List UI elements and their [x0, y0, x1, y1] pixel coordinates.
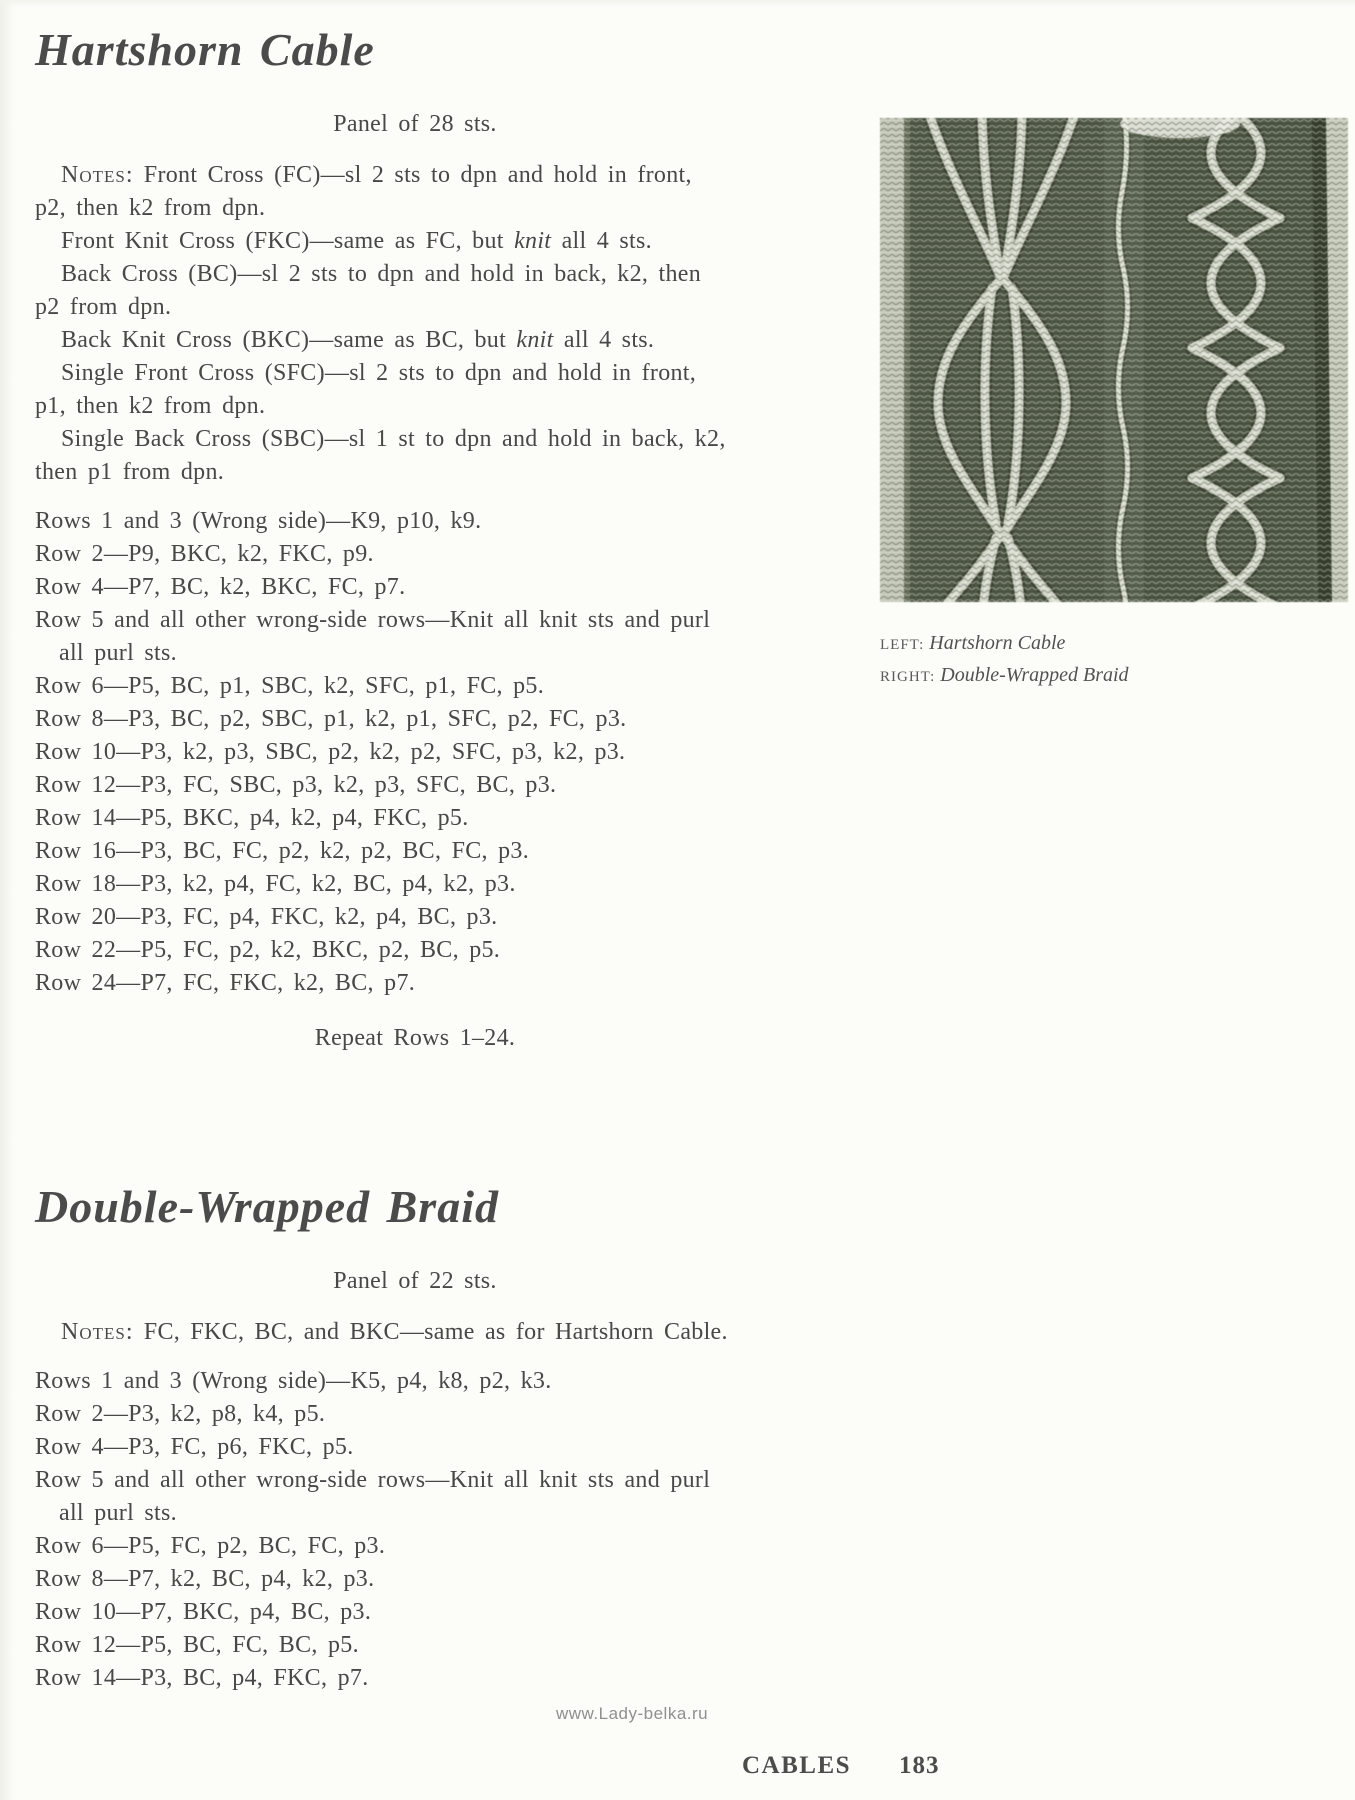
- note-text-after: all 4 sts.: [551, 228, 652, 255]
- note-emphasis: knit: [514, 228, 552, 255]
- row-instruction: [35, 868, 820, 901]
- section-hartshorn-cable: [35, 26, 820, 1055]
- row-text: Row 5 and all other wrong-side rows—Knit all knit sts and purl: [35, 607, 711, 634]
- stitch-note: [35, 1316, 820, 1349]
- note-continuation: p2, then k2 from dpn.: [35, 195, 266, 222]
- row-instruction: [35, 1629, 820, 1662]
- row-instruction: [35, 604, 820, 670]
- row-text: Row 14—P5, BKC, p4, k2, p4, FKC, p5.: [35, 805, 469, 832]
- row-instruction: [35, 1398, 820, 1431]
- repeat-note: Repeat Rows 1–24.: [314, 1025, 516, 1052]
- stitch-note: [35, 225, 820, 258]
- section-double-wrapped-braid: [35, 1183, 820, 1695]
- row-text: Row 16—P3, BC, FC, p2, k2, p2, BC, FC, p3.: [35, 838, 530, 865]
- stitch-note: [35, 159, 820, 225]
- row-instruction: [35, 967, 820, 1000]
- row-instructions-braid: [35, 1365, 820, 1695]
- row-instruction: [35, 1431, 820, 1464]
- row-text: Rows 1 and 3 (Wrong side)—K5, p4, k8, p2, k3.: [35, 1368, 552, 1395]
- page-title-hartshorn: Hartshorn Cable: [35, 24, 375, 75]
- row-text: Row 4—P3, FC, p6, FKC, p5.: [35, 1434, 354, 1461]
- row-instruction: [35, 1530, 820, 1563]
- row-text: Row 4—P7, BC, k2, BKC, FC, p7.: [35, 574, 406, 601]
- photo-caption-line: [880, 660, 1348, 692]
- stitch-notes-braid: [35, 1316, 820, 1349]
- note-continuation: p1, then k2 from dpn.: [35, 393, 266, 420]
- stitch-notes: [35, 159, 820, 489]
- row-text: Row 10—P7, BKC, p4, BC, p3.: [35, 1599, 372, 1626]
- row-instruction: [35, 736, 820, 769]
- stitch-note: [35, 357, 820, 423]
- row-text: Rows 1 and 3 (Wrong side)—K9, p10, k9.: [35, 508, 482, 535]
- row-text: Row 2—P9, BKC, k2, FKC, p9.: [35, 541, 374, 568]
- caption-position-label: LEFT:: [880, 637, 925, 653]
- watermark-url: www.Lady-belka.ru: [556, 1704, 709, 1723]
- note-lead: Notes:: [61, 1319, 134, 1346]
- knit-texture-dark: [880, 118, 1348, 602]
- row-instruction: [35, 802, 820, 835]
- note-text: Back Knit Cross (BKC)—same as BC, but: [61, 327, 517, 354]
- note-continuation: then p1 from dpn.: [35, 459, 225, 486]
- note-text: FC, FKC, BC, and BKC—same as for Hartshorn Cable.: [133, 1319, 728, 1346]
- swatch-image: [880, 118, 1348, 602]
- row-instruction: [35, 1662, 820, 1695]
- panel-stitch-count: Panel of 28 sts.: [333, 111, 497, 138]
- panel-stitch-count-braid: Panel of 22 sts.: [333, 1268, 497, 1295]
- note-text: Single Front Cross (SFC)—sl 2 sts to dpn and hold in front,: [61, 360, 697, 387]
- row-instruction: [35, 670, 820, 703]
- footer-chapter-label: CABLES: [742, 1752, 852, 1779]
- page-footer: [742, 1752, 940, 1780]
- row-text: Row 2—P3, k2, p8, k4, p5.: [35, 1401, 326, 1428]
- row-text: Row 22—P5, FC, p2, k2, BKC, p2, BC, p5.: [35, 937, 501, 964]
- note-emphasis: knit: [516, 327, 554, 354]
- stitch-note: [35, 423, 820, 489]
- caption-pattern-name: Double-Wrapped Braid: [940, 664, 1129, 686]
- row-instruction: [35, 538, 820, 571]
- row-text: Row 5 and all other wrong-side rows—Knit all knit sts and purl: [35, 1467, 711, 1494]
- row-text: Row 12—P5, BC, FC, BC, p5.: [35, 1632, 359, 1659]
- caption-position-label: RIGHT:: [880, 669, 936, 685]
- row-instruction: [35, 835, 820, 868]
- row-instructions: [35, 505, 820, 1000]
- photo-caption-line: [880, 628, 1348, 660]
- row-instruction: [35, 1365, 820, 1398]
- note-text: Single Back Cross (SBC)—sl 1 st to dpn and hold in back, k2,: [61, 426, 726, 453]
- row-instruction: [35, 934, 820, 967]
- row-text: Row 24—P7, FC, FKC, k2, BC, p7.: [35, 970, 416, 997]
- row-instruction: [35, 901, 820, 934]
- row-text: Row 8—P3, BC, p2, SBC, p1, k2, p1, SFC, p2, FC, p3.: [35, 706, 627, 733]
- row-text: Row 12—P3, FC, SBC, p3, k2, p3, SFC, BC, p3.: [35, 772, 557, 799]
- row-instruction: [35, 769, 820, 802]
- stitch-note: [35, 258, 820, 324]
- row-continuation: all purl sts.: [59, 640, 177, 667]
- row-text: Row 14—P3, BC, p4, FKC, p7.: [35, 1665, 369, 1692]
- row-instruction: [35, 505, 820, 538]
- stitch-note: [35, 324, 820, 357]
- row-text: Row 18—P3, k2, p4, FC, k2, BC, p4, k2, p3.: [35, 871, 516, 898]
- row-instruction: [35, 571, 820, 604]
- note-text: Front Cross (FC)—sl 2 sts to dpn and hold in front,: [133, 162, 692, 189]
- note-text-after: all 4 sts.: [553, 327, 655, 354]
- row-text: Row 6—P5, FC, p2, BC, FC, p3.: [35, 1533, 386, 1560]
- photo-caption: [880, 628, 1348, 692]
- note-lead: Notes:: [61, 162, 134, 189]
- row-instruction: [35, 1464, 820, 1530]
- note-continuation: p2 from dpn.: [35, 294, 172, 321]
- footer-page-number: 183: [899, 1752, 940, 1779]
- caption-pattern-name: Hartshorn Cable: [929, 632, 1066, 654]
- knit-swatch-photo: [880, 118, 1348, 692]
- row-instruction: [35, 703, 820, 736]
- row-continuation: all purl sts.: [59, 1500, 177, 1527]
- row-text: Row 20—P3, FC, p4, FKC, k2, p4, BC, p3.: [35, 904, 498, 931]
- note-text: Back Cross (BC)—sl 2 sts to dpn and hold in back, k2, then: [61, 261, 702, 288]
- note-text: Front Knit Cross (FKC)—same as FC, but: [61, 228, 515, 255]
- row-text: Row 10—P3, k2, p3, SBC, p2, k2, p2, SFC, p3, k2, p3.: [35, 739, 626, 766]
- row-instruction: [35, 1563, 820, 1596]
- page-title-braid: Double-Wrapped Braid: [35, 1181, 499, 1232]
- row-instruction: [35, 1596, 820, 1629]
- row-text: Row 6—P5, BC, p1, SBC, k2, SFC, p1, FC, p5.: [35, 673, 545, 700]
- row-text: Row 8—P7, k2, BC, p4, k2, p3.: [35, 1566, 375, 1593]
